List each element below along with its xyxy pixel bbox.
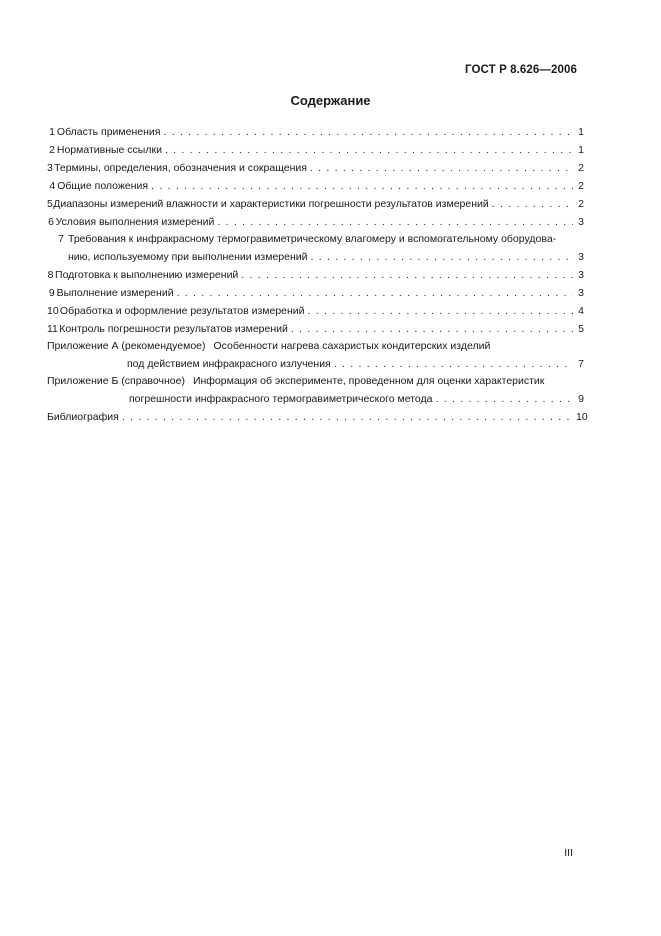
toc-text: Общие положения [57,180,149,192]
leader-dots [291,320,573,338]
toc-number: 3 [47,162,53,174]
toc-entry-10[interactable] [47,302,584,320]
toc-number: 4 [49,180,56,192]
toc-text: Контроль погрешности результатов измерений [59,323,288,335]
page-title: Содержание [290,93,371,108]
toc-number: 7 [58,233,64,245]
toc-number: 1 [49,126,56,138]
toc-text: Термины, определения, обозначения и сокращения [54,162,307,174]
appendix-label: Приложение Б (справочное) [47,375,185,387]
toc-number: 10 [47,305,59,317]
toc-bibliography[interactable] [47,408,588,426]
toc-entry-5[interactable] [47,195,584,213]
toc-entry-9[interactable] [47,284,584,302]
appendix-label: Приложение А (рекомендуемое) [47,340,206,352]
toc-appendix-a-continued[interactable] [47,355,584,373]
toc-entry-7[interactable] [47,231,584,248]
leader-dots [241,266,573,284]
toc-text: Выполнение измерений [56,287,174,299]
toc-text: Нормативные ссылки [56,144,162,156]
toc-entry-1[interactable] [47,123,584,141]
toc-page: 3 [578,216,584,228]
toc-number: 5 [47,198,53,210]
leader-dots [177,284,573,302]
toc-number: 2 [49,144,55,156]
toc-appendix-b-continued[interactable] [47,390,584,408]
toc-page: 2 [578,198,584,210]
toc-text: Обработка и оформление результатов измерений [59,305,305,317]
leader-dots [436,390,574,408]
toc-page: 1 [578,126,584,138]
toc-number: 6 [48,216,54,228]
toc-entry-7-continued[interactable] [47,248,584,266]
leader-dots [308,302,573,320]
toc-number: 9 [48,287,55,299]
table-of-contents [47,123,588,426]
standard-designation: ГОСТ Р 8.626—2006 [465,64,577,76]
toc-number: 8 [47,269,54,281]
appendix-title-line2: погрешности инфракрасного термогравиметрического метода [129,393,433,405]
toc-page: 3 [578,251,584,263]
toc-text-line1: Требования к инфракрасному термогравиметрическому влагомеру и вспомогательному оборудова- [68,233,557,245]
leader-dots [217,213,573,231]
toc-page: 4 [578,305,584,317]
toc-entry-6[interactable] [47,213,584,231]
toc-text: Библиография [47,411,119,423]
toc-page: 10 [576,411,588,423]
appendix-title-line1: Особенности нагрева сахаристых кондитерских изделий [213,340,491,352]
leader-dots [334,355,573,373]
leader-dots [122,408,573,426]
toc-page: 9 [578,393,584,405]
toc-text: Диапазоны измерений влажности и характеристики погрешности результатов измерений [53,198,489,210]
toc-page: 7 [578,358,584,370]
toc-text: Подготовка к выполнению измерений [55,269,239,281]
toc-appendix-b[interactable] [47,373,584,390]
toc-text: Область применения [56,126,161,138]
leader-dots [310,159,573,177]
appendix-title-line1: Информация об эксперименте, проведенном для оценки характеристик [192,375,545,387]
toc-entry-3[interactable] [47,159,584,177]
leader-dots [163,123,573,141]
toc-entry-4[interactable] [47,177,584,195]
toc-page: 1 [578,144,584,156]
toc-page: 3 [578,269,584,281]
appendix-title-line2: под действием инфракрасного излучения [127,358,331,370]
toc-text-line2: нию, используемому при выполнении измерений [68,251,308,263]
leader-dots [165,141,573,159]
toc-text: Условия выполнения измерений [55,216,215,228]
toc-entry-2[interactable] [47,141,584,159]
toc-page: 5 [578,323,584,335]
leader-dots [311,248,574,266]
toc-appendix-a[interactable] [47,338,584,355]
toc-entry-8[interactable] [47,266,584,284]
leader-dots [492,195,573,213]
leader-dots [151,177,573,195]
toc-page: 2 [578,162,584,174]
toc-number: 11 [47,323,58,335]
toc-page: 2 [578,180,584,192]
toc-page: 3 [578,287,584,299]
toc-entry-11[interactable] [47,320,584,338]
page-number: III [564,847,573,859]
